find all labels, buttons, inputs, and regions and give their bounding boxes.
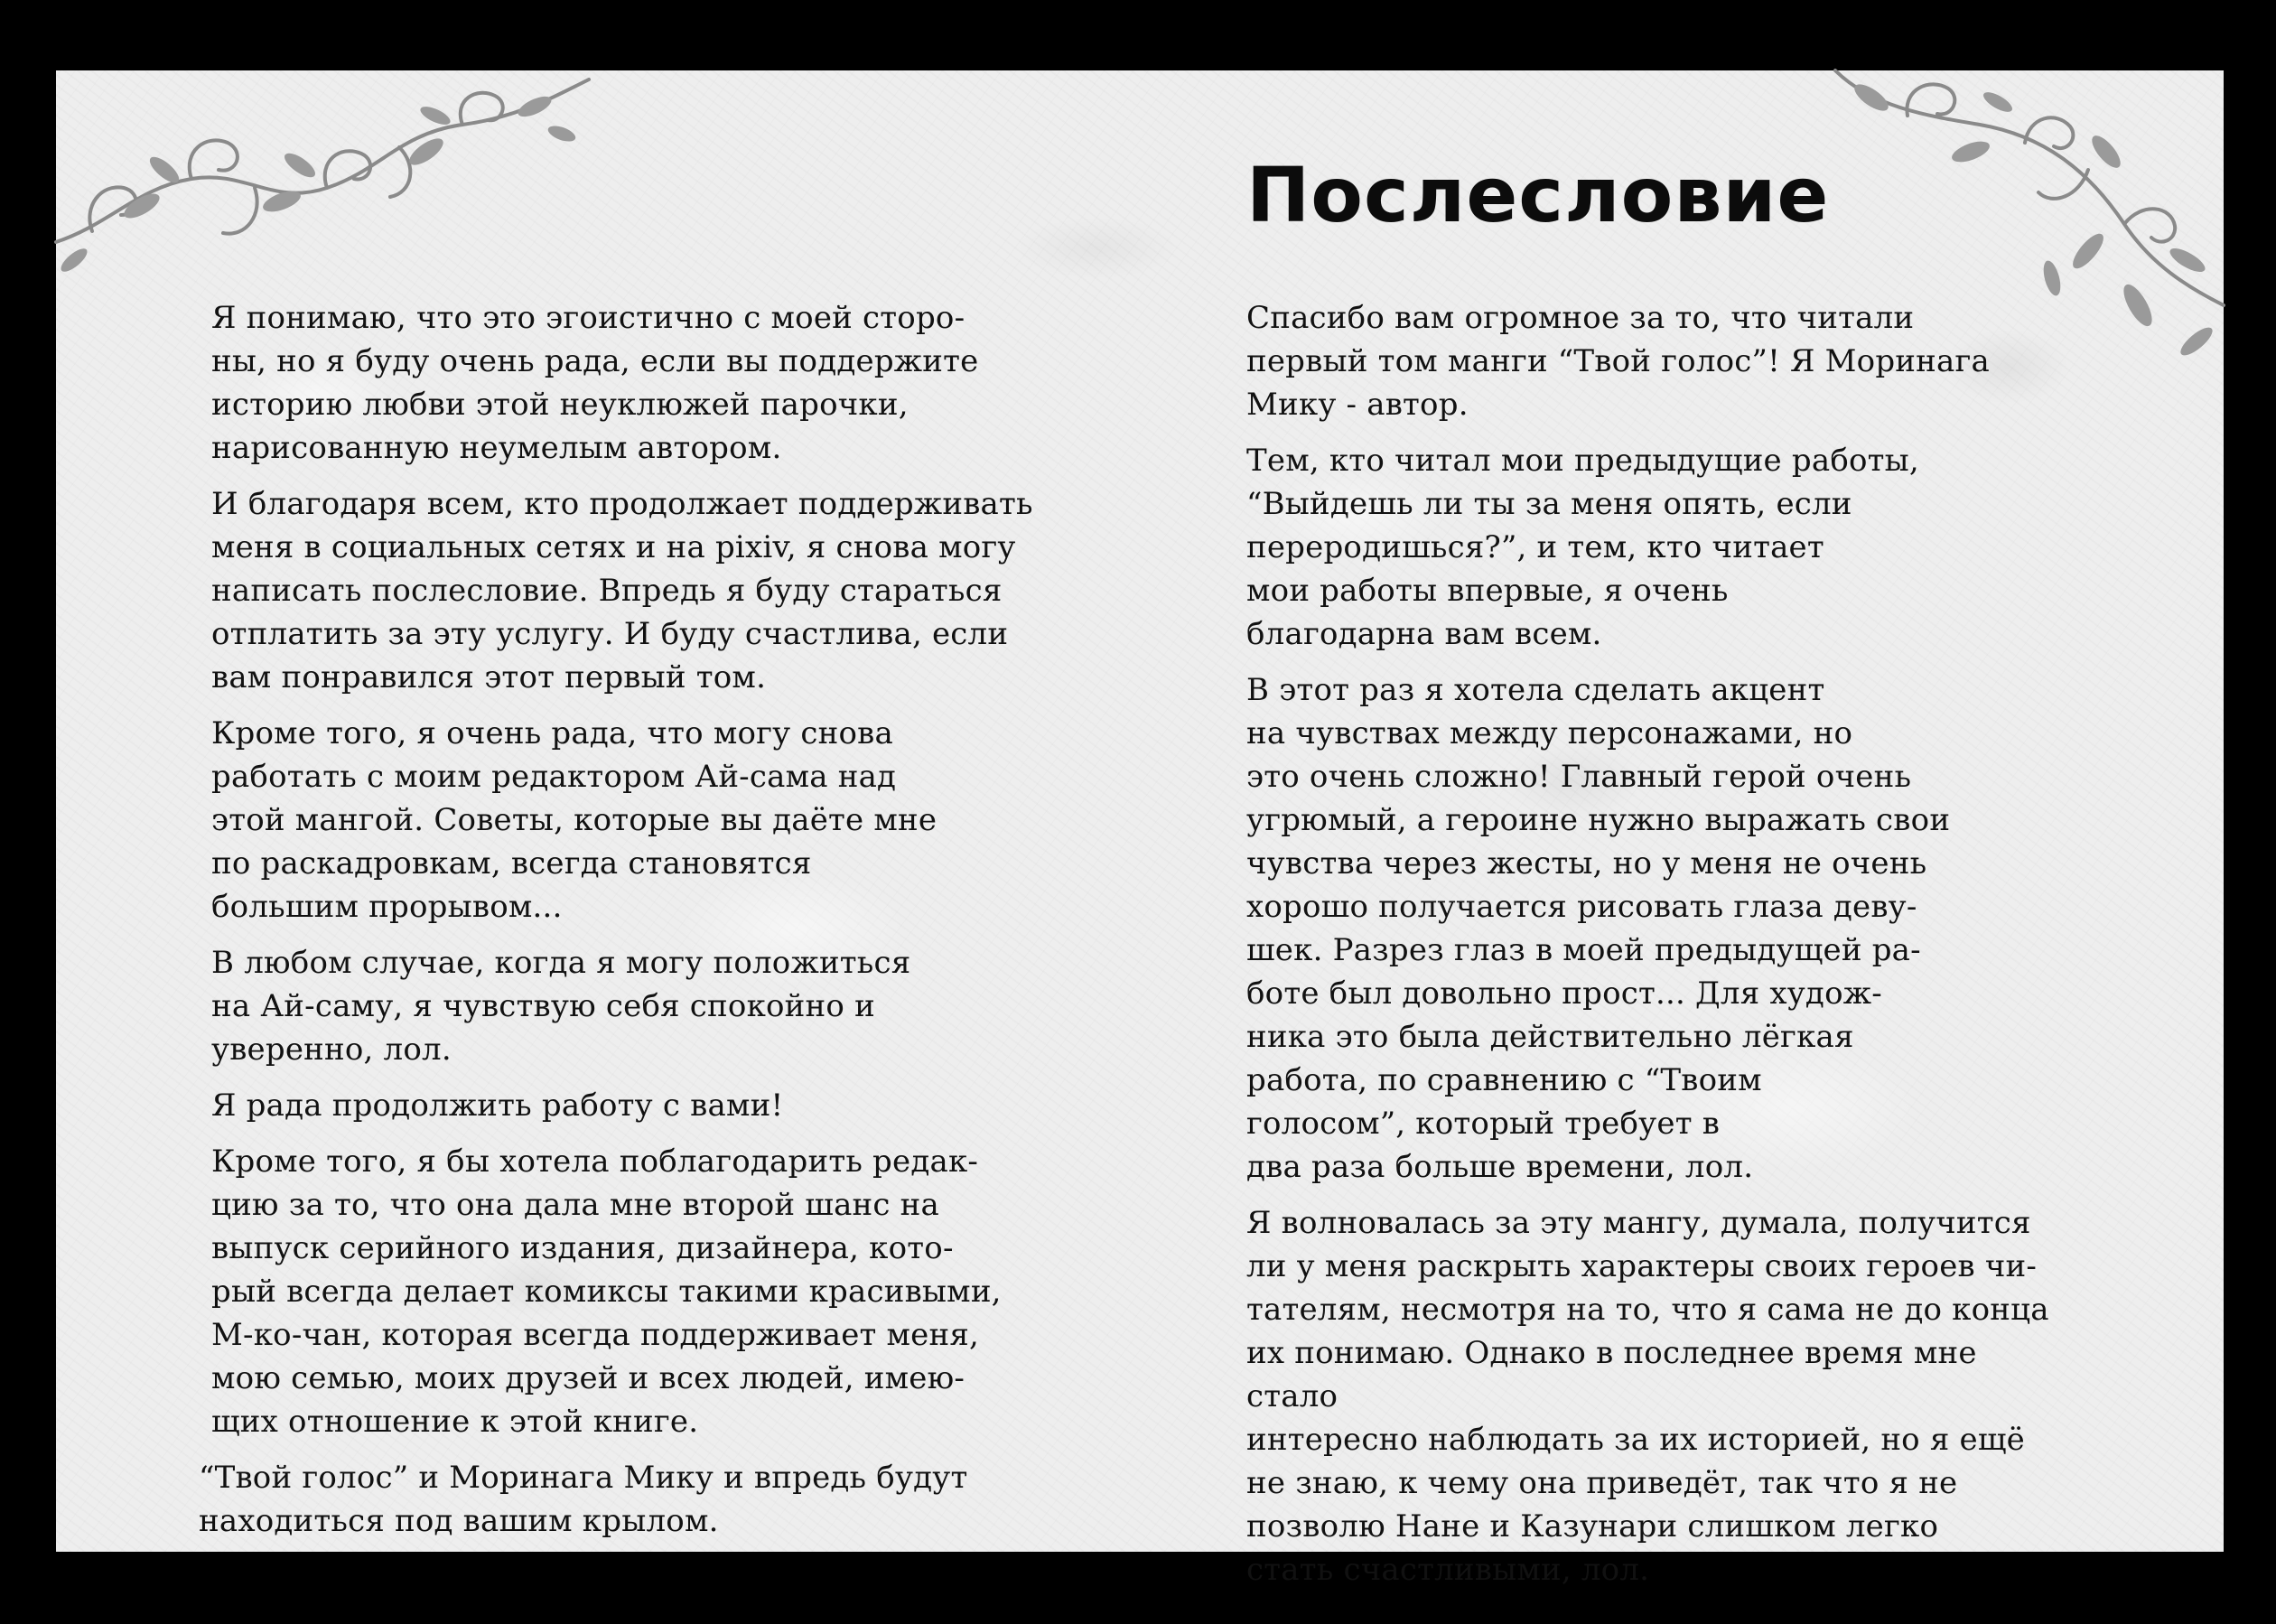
- right-paragraph-3: В этот раз я хотела сделать акцент на чувствах между персонажами, но это очень сложно! Главный герой очень угрюмый, а героине нужно выражать свои чувства через жесты, но у меня не очень хорошо получается рисовать глаза деву- шек. Разрез глаз в моей предыдущей ра- боте был довольно прост... Для худож- ника это была действительно лёгкая работа, по сравнению с “Твоим голосом”, который требует в два раза больше времени, лол.: [1246, 672, 1951, 1185]
- book-spread: [56, 70, 2224, 1588]
- left-page-text: [199, 296, 1042, 1555]
- right-paragraph-1: Спасибо вам огромное за то, что читали первый том манги “Твой голос”! Я Моринага Мику - автор.: [1246, 300, 1990, 423]
- left-paragraph-4: В любом случае, когда я могу положиться на Ай-саму, я чувствую себя спокойно и уверенно, лол.: [211, 945, 911, 1068]
- left-paragraph-2: И благодаря всем, кто продолжает поддерживать меня в социальных сетях и на pixiv, я снова могу написать послесловие. Впредь я буду стараться отплатить за эту услугу. И буду счастлива, если вам понравился этот первый том.: [211, 486, 1033, 695]
- right-page-text: [1246, 296, 2077, 1604]
- right-paragraph-2: Тем, кто читал мои предыдущие работы, “Выйдешь ли ты за меня опять, если переродишься?”, и тем, кто читает мои работы впервые, я очень благодарна вам всем.: [1246, 443, 1919, 652]
- left-paragraph-3: Кроме того, я очень рада, что могу снова работать с моим редактором Ай-сама над этой мангой. Советы, которые вы даёте мне по раскадровкам, всегда становятся большим прорывом...: [211, 715, 937, 925]
- left-paragraph-5: Я рада продолжить работу с вами!: [211, 1087, 784, 1124]
- left-paragraph-6: Кроме того, я бы хотела поблагодарить редак- цию за то, что она дала мне второй шанс на выпуск серийного издания, дизайнера, кото- рый всегда делает комиксы такими красивыми, М-ко-чан, которая всегда поддерживает меня, мою семью, моих друзей и всех людей, имею- щих отношение к этой книге.: [211, 1143, 1002, 1440]
- right-paragraph-4: Я волновалась за эту мангу, думала, получится ли у меня раскрыть характеры своих героев чи- тателям, несмотря на то, что я сама не до конца их понимаю. Однако в последнее время мне стало интересно наблюдать за их историей, но я ещё не знаю, к чему она приведёт, так что я не позволю Нане и Казунари слишком легко стать счастливыми, лол.: [1246, 1205, 2049, 1588]
- left-paragraph-1: Я понимаю, что это эгоистично с моей сторо- ны, но я буду очень рада, если вы поддержите историю любви этой неуклюжей парочки, нарисованную неумелым автором.: [211, 300, 979, 466]
- page-title: Послесловие: [1246, 151, 1830, 239]
- left-paragraph-7: “Твой голос” и Моринага Мику и впредь будут находиться под вашим крылом.: [199, 1460, 968, 1539]
- floral-vine-ornament-icon: [56, 70, 598, 278]
